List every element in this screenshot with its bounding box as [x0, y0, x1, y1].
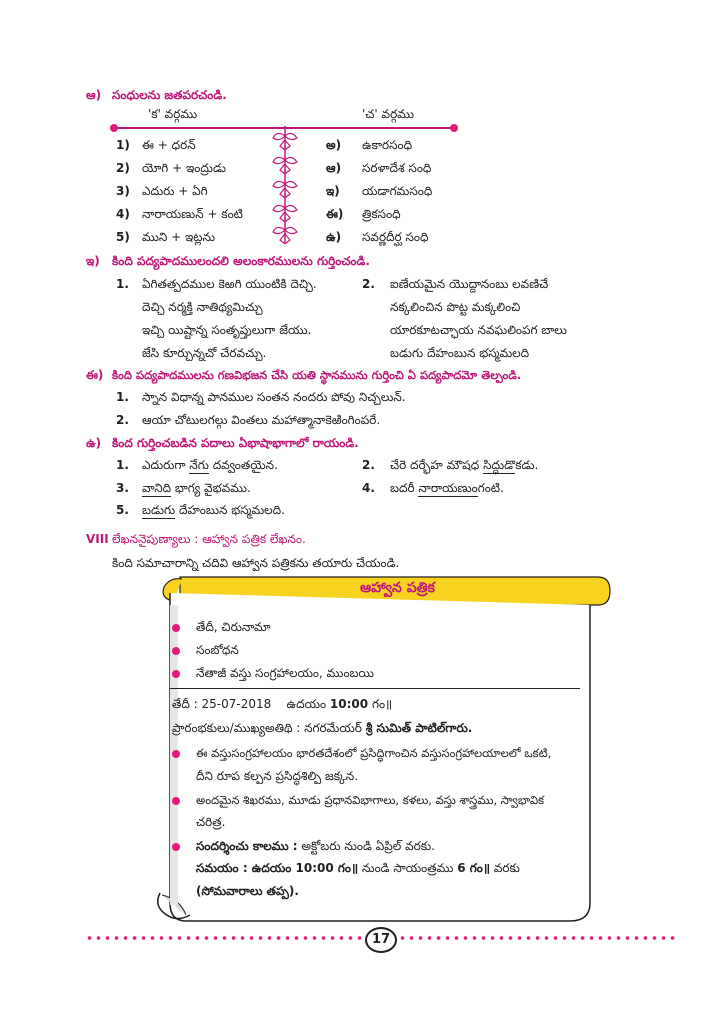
match-row-4-letter: ఈ)	[326, 207, 344, 221]
section-i-title: కింది పద్యపాదములందలి అలంకారములను గుర్తించండి.	[112, 254, 370, 268]
match-row-3-number: 3)	[116, 184, 130, 198]
column-b-header: 'చ' వర్గము	[362, 107, 415, 121]
match-row-5-letter: ఉ)	[326, 230, 342, 244]
ornament-divider	[270, 126, 300, 244]
card-date-line: తేదీ : 25-07-2018 ఉదయం 10:00 గం॥	[172, 697, 393, 711]
match-row-4-answer: త్రికసంధి	[362, 207, 401, 221]
poem-1-line-4: జేసి కూర్చున్నచో చేరవచ్చు.	[142, 346, 267, 360]
card-info-2-line-1: అందమైన శిఖరము, మూడు ప్రధానవిభాగాలు, కళలు, వస్తు శాస్త్రము, స్వాభావిక	[196, 793, 545, 807]
card-info-1-line-1: ఈ వస్తుసంగ్రహాలయం భారతదేశంలో ప్రసిద్ధిగాంచిన వస్తుసంగ్రహాలయాలలో ఒకటి,	[196, 746, 552, 760]
card-info-2-line-2: చరిత్ర.	[196, 815, 226, 829]
parts-item-2-number: 2.	[362, 458, 375, 472]
meter-item-1-number: 1.	[116, 390, 129, 404]
underlined-word: వానిది	[142, 481, 172, 495]
card-info-3-line-1: సందర్శించు కాలము : అక్టోబరు నుండి ఏప్రిల్ వరకు.	[196, 839, 435, 853]
section-viii-title: లేఖననైపుణ్యాలు : ఆహ్వాన పత్రిక లేఖనం.	[112, 532, 306, 546]
bullet-dot	[172, 843, 180, 851]
section-viii-label: VIII	[86, 532, 109, 546]
match-row-2-number: 2)	[116, 161, 130, 175]
match-row-5-question: ముని + ఇట్లను	[142, 230, 216, 244]
column-a-header: 'క' వర్గము	[148, 107, 198, 121]
match-row-2-answer: సరళాదేశ సంధి	[362, 161, 432, 175]
meter-item-2-number: 2.	[116, 413, 129, 427]
match-row-2-letter: ఆ)	[326, 161, 342, 175]
match-row-1-letter: అ)	[326, 138, 342, 152]
underlined-word: సిద్ధుడొ	[483, 458, 516, 472]
match-row-4-question: నారాయణున్ + కంటి	[142, 207, 243, 221]
parts-item-1-number: 1.	[116, 458, 129, 472]
section-u-label: ఉ)	[86, 436, 102, 450]
poem-2-line-2: నక్కలించిన పొట్ట మక్కలించి	[390, 300, 521, 314]
parts-item-3-number: 3.	[116, 481, 129, 495]
parts-item-3: వానిది భాగ్య వైభవము.	[142, 481, 251, 495]
match-row-3-letter: ఇ)	[326, 184, 340, 198]
section-a-title: సంధులను జతపరచండి.	[112, 88, 227, 102]
poem-1-line-1: ఏగితత్పదముల కెఱగి యుంటికి దెచ్చి.	[142, 277, 317, 291]
poem-2-line-4: బడుగు దేహంబున భస్మమలది	[390, 346, 530, 360]
section-viii-instruction: కింది సమాచారాన్ని చదివి ఆహ్వాన పత్రికను తయారు చేయండి.	[112, 556, 400, 570]
parts-item-2: చేరె దర్భేహ మౌషధ సిద్ధుడొకడు.	[390, 458, 539, 472]
poem-2-number: 2.	[362, 277, 375, 291]
match-row-2-question: యోగి + ఇంద్రుడు	[142, 161, 226, 175]
poem-2-line-1: ఐణేయమైన యొద్దానంబు లవణిచే	[390, 277, 549, 291]
parts-item-5: బడుగు దేహంబున భస్మమలది.	[142, 503, 285, 517]
match-row-5-number: 5)	[116, 230, 130, 244]
parts-item-4-number: 4.	[362, 481, 375, 495]
poem-1-number: 1.	[116, 277, 129, 291]
meter-item-1-text: స్నాన విధాన్న పానముల సంతన నందరు పోవు నిచ్చలున్.	[142, 390, 406, 404]
bullet-dot	[172, 647, 180, 655]
rule-dot-left	[110, 124, 118, 132]
underlined-word: నారాయణుం	[418, 481, 478, 495]
match-row-1-number: 1)	[116, 138, 130, 152]
footer-dots-right	[398, 934, 678, 942]
poem-1-line-2: దెచ్చి నర్మక్తి నాతిథ్యమిచ్చు	[142, 300, 263, 314]
card-bullet-1: తేదీ, చిరునామా	[196, 620, 271, 634]
parts-item-1: ఎదురుగా నేగు దవ్వంతయైన.	[142, 458, 278, 472]
card-info-3-line-2: సమయం : ఉదయం 10:00 గం॥ నుండి సాయంత్రము 6 గం॥ వరకు	[196, 861, 520, 875]
card-bullet-3: నేతాజీ వస్తు సంగ్రహాలయం, ముంబయి	[196, 666, 374, 680]
footer-dots-left	[85, 934, 365, 942]
match-row-3-question: ఎదురు + ఏగి	[142, 184, 208, 198]
rule-dot-right	[450, 124, 458, 132]
section-u-title: కింద గుర్తించబడిన పదాలు ఏభాషాభాగాలో రాయండి.	[112, 436, 359, 450]
match-row-1-answer: ఉకారసంధి	[362, 138, 413, 152]
card-bullet-2: సంబోధన	[196, 643, 239, 657]
section-i-label: ఇ)	[86, 254, 100, 268]
section-ee-title: కింది పద్యపాదములను గణవిభజన చేసి యతి స్థానమును గుర్తించి ఏ పద్యపాదమో తెల్పండి.	[112, 368, 522, 382]
bullet-dot	[172, 624, 180, 632]
section-ee-label: ఈ)	[86, 368, 104, 382]
match-row-1-question: ఈ + ధరన్	[142, 138, 196, 152]
card-info-1-line-2: దీని రూప కల్పన ప్రసిద్ధశిల్పి జక్కన.	[196, 769, 359, 783]
card-chief-guest: ప్రారంభకులు/ముఖ్యఅతిథి : నగరమేయర్ శ్రీ సుమిత్ పాటిల్‌గారు.	[172, 721, 473, 735]
page-number: 17	[365, 927, 397, 953]
section-a-label: ఆ)	[86, 88, 102, 102]
parts-item-5-number: 5.	[116, 503, 129, 517]
match-row-3-answer: యడాగమసంధి	[362, 184, 433, 198]
underlined-word: బడుగు	[142, 503, 176, 517]
match-row-5-answer: సవర్ణదీర్ఘ సంధి	[362, 230, 429, 244]
bullet-dot	[172, 670, 180, 678]
bullet-dot	[172, 797, 180, 805]
underlined-word: నేగు	[189, 458, 209, 472]
meter-item-2-text: ఆయా చోటులగల్గు వింతలు మహాత్మానాకెఱింగింపరే.	[142, 413, 381, 427]
card-info-3-line-3: (సోమవారాలు తప్ప).	[196, 884, 299, 898]
poem-1-line-3: ఇచ్చి యిష్టాన్న సంతృప్తులుగా జేయు.	[142, 323, 312, 337]
match-row-4-number: 4)	[116, 207, 130, 221]
bullet-dot	[172, 750, 180, 758]
parts-item-4: బదరీ నారాయణుంగంటి.	[390, 481, 504, 495]
poem-2-line-3: యారకూటచ్ఛాయ నవఘలింపగ బాలు	[390, 323, 567, 337]
card-title: ఆహ్వాన పత్రిక	[360, 580, 435, 596]
card-divider	[170, 688, 580, 689]
